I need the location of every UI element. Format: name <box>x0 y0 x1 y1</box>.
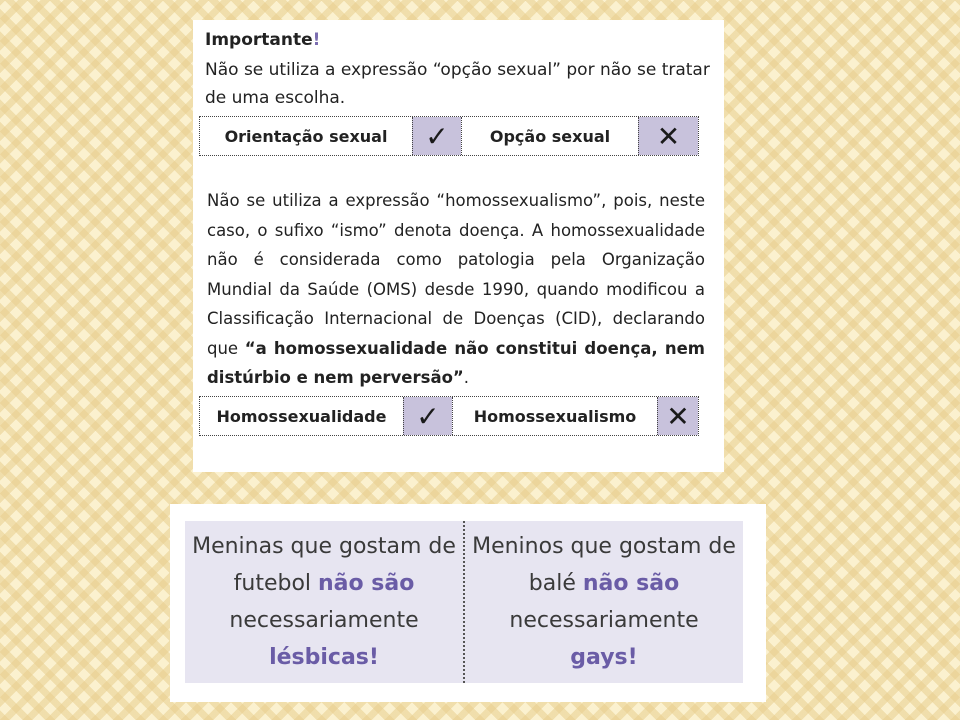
boys-highlight: não são <box>582 571 680 596</box>
paragraph-end: . <box>463 368 470 387</box>
girls-statement <box>185 521 463 683</box>
boys-statement <box>465 521 743 683</box>
cross-icon: ✕ <box>657 397 698 435</box>
cross-icon: ✕ <box>638 117 698 155</box>
correct-term-cell: Homossexualidade <box>216 406 387 426</box>
homosexuality-paragraph <box>207 186 705 393</box>
girls-text: Meninas que gostam de futebol <box>192 534 456 596</box>
paragraph-bold-quote: “a homossexualidade não constitui doença, nem distúrbio e nem perversão” <box>207 338 705 387</box>
boys-text2: necessariamente <box>509 608 699 633</box>
stereotype-card <box>170 504 766 702</box>
heading-text: Importante <box>205 30 313 50</box>
wrong-term-cell: Opção sexual <box>461 117 638 155</box>
comparison-table-orientation <box>199 116 699 156</box>
girls-highlight: não são <box>318 571 415 596</box>
boys-highlight2: gays! <box>570 645 638 670</box>
check-icon: ✓ <box>412 117 461 155</box>
paragraph-text: Não se utiliza a expressão “homossexualismo”, pois, neste caso, o sufixo “ismo” denota doença. A homossexualidade não é considerada como patologia pela Organização Mundial da Saúde (OMS) desde 1990, quando modificou a Classificação Internacional de Doenças (CID), declarando que <box>207 191 705 358</box>
stereotype-panel <box>185 521 743 683</box>
boys-text: Meninos que gostam de balé <box>472 534 736 596</box>
girls-highlight2: lésbicas! <box>269 645 379 670</box>
intro-text: Não se utiliza a expressão “opção sexual” por não se tratar de uma escolha. <box>205 60 710 108</box>
girls-text2: necessariamente <box>229 608 419 633</box>
heading-exclamation: ! <box>312 30 321 50</box>
wrong-term-cell: Homossexualismo <box>452 397 657 435</box>
info-card <box>193 20 724 472</box>
correct-term-cell: Orientação sexual <box>224 126 388 146</box>
check-icon: ✓ <box>403 397 452 435</box>
comparison-table-homosexuality <box>199 396 699 436</box>
important-heading <box>205 30 320 50</box>
